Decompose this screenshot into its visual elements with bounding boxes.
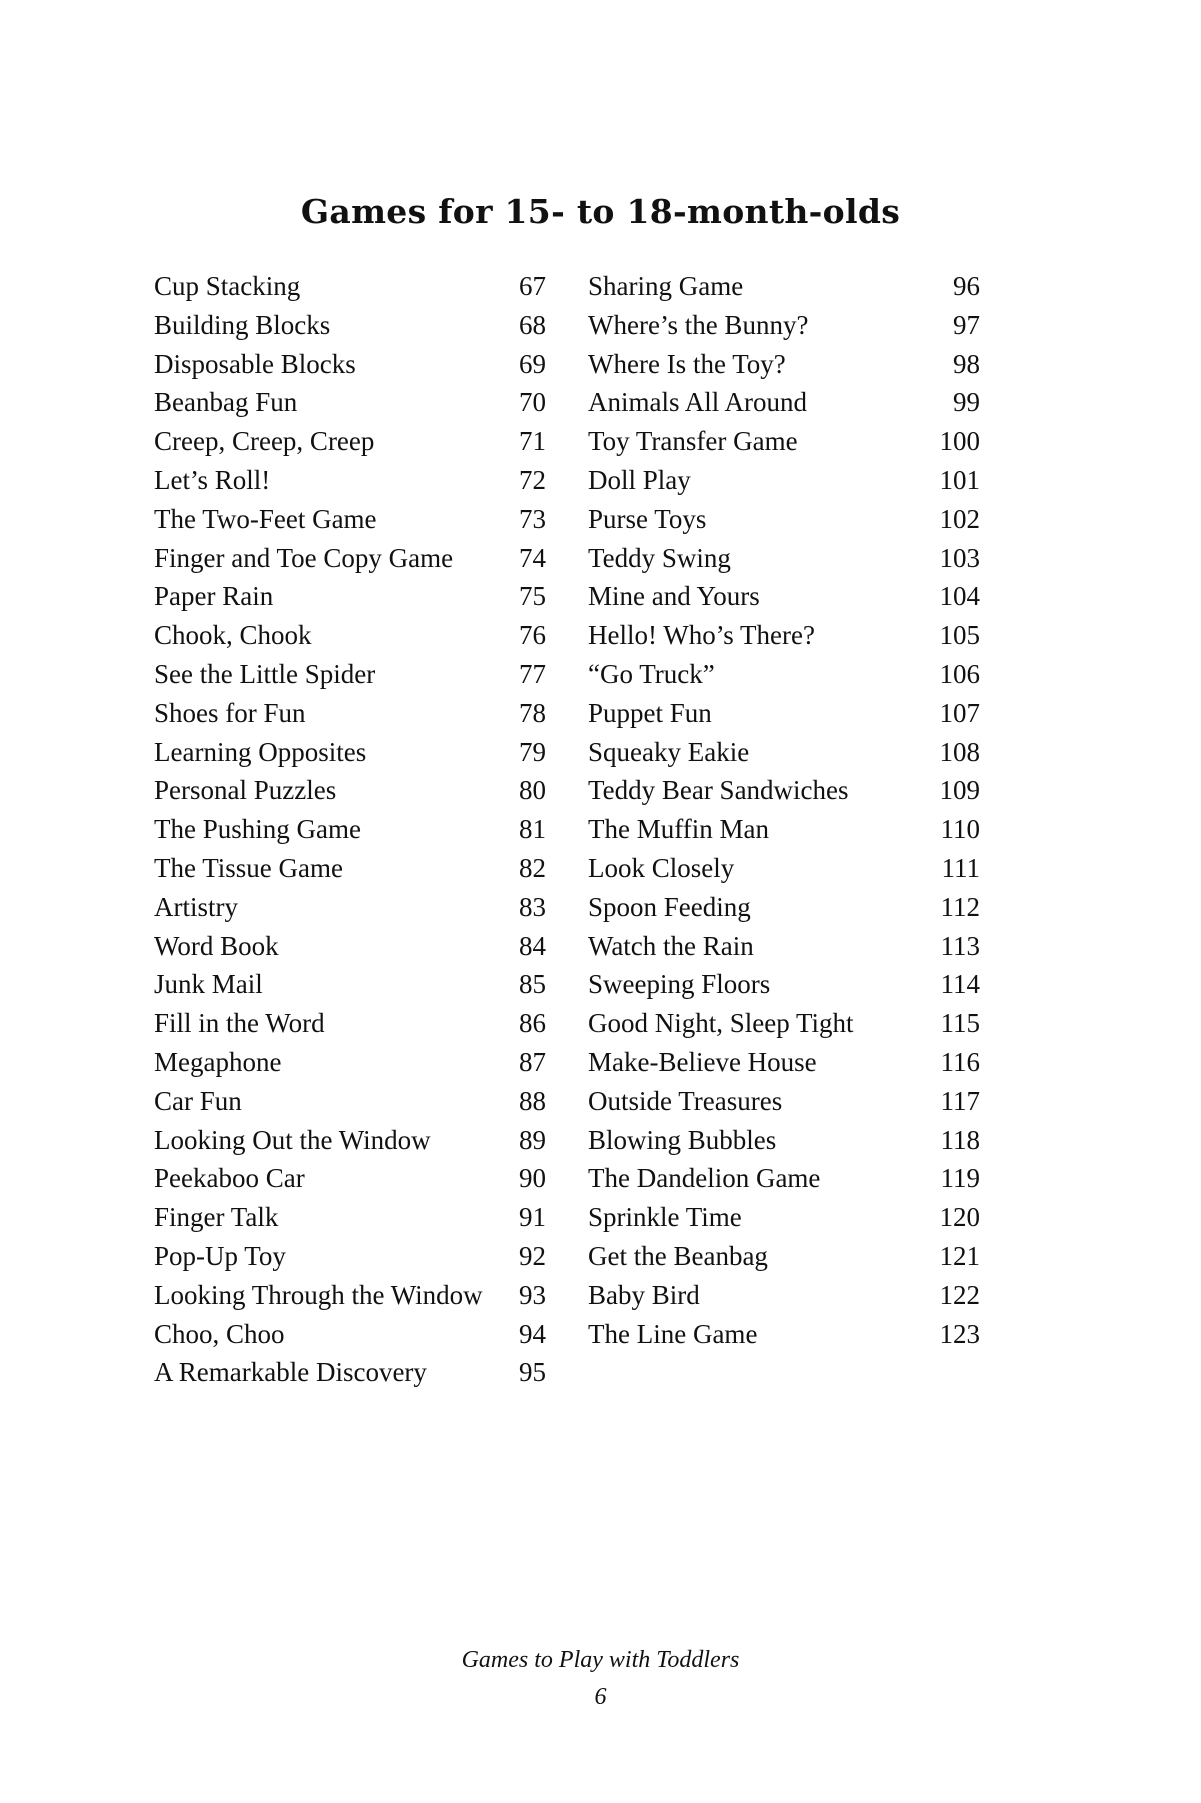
toc-entry-title: Word Book — [154, 930, 279, 961]
toc-entry-title: Car Fun — [154, 1085, 242, 1116]
toc-entry — [588, 616, 980, 655]
toc-entry-page: 111 — [941, 852, 980, 883]
toc-entry-page: 93 — [519, 1279, 546, 1310]
toc-entry — [154, 655, 546, 694]
toc-entry-page: 116 — [940, 1046, 980, 1077]
toc-entry-page: 82 — [519, 852, 546, 883]
toc-entry-title: Teddy Bear Sandwiches — [588, 775, 849, 806]
toc-entry-page: 102 — [939, 503, 980, 534]
toc-entry-page: 95 — [519, 1357, 546, 1388]
toc-entry-page: 108 — [939, 736, 980, 767]
toc-entry — [588, 306, 980, 345]
toc-entry — [588, 383, 980, 422]
toc-entry — [588, 500, 980, 539]
toc-entry-page: 120 — [939, 1202, 980, 1233]
toc-entry-title: The Dandelion Game — [588, 1163, 821, 1194]
toc-entry-title: Toy Transfer Game — [588, 426, 798, 457]
toc-entry — [154, 1121, 546, 1160]
toc-entry-page: 118 — [940, 1124, 980, 1155]
toc-entry-page: 71 — [519, 426, 546, 457]
toc-entry-page: 75 — [519, 581, 546, 612]
toc-entry-page: 104 — [939, 581, 980, 612]
toc-entry-title: Personal Puzzles — [154, 775, 337, 806]
toc-entry — [154, 849, 546, 888]
toc-entry — [154, 383, 546, 422]
toc-entry-page: 122 — [939, 1279, 980, 1310]
toc-entry-page: 69 — [519, 348, 546, 379]
toc-entry-page: 90 — [519, 1163, 546, 1194]
toc-entry-page: 117 — [940, 1085, 980, 1116]
toc-entry — [154, 267, 546, 306]
toc-entry-title: Chook, Chook — [154, 620, 312, 651]
toc-entry-title: Finger Talk — [154, 1202, 279, 1233]
toc-entry-page: 112 — [940, 891, 980, 922]
toc-entry — [588, 888, 980, 927]
toc-entry-page: 105 — [939, 620, 980, 651]
toc-entry-page: 68 — [519, 309, 546, 340]
toc-entry — [588, 345, 980, 384]
toc-entry-title: Paper Rain — [154, 581, 274, 612]
toc-entry — [154, 1276, 546, 1315]
toc-entry — [588, 810, 980, 849]
toc-entry-title: Looking Through the Window — [154, 1279, 483, 1310]
toc-entry — [588, 1315, 980, 1354]
footer-page-number: 6 — [594, 1684, 607, 1710]
toc-entry-page: 84 — [519, 930, 546, 961]
toc-entry-page: 67 — [519, 271, 546, 301]
toc-entry-page: 121 — [939, 1240, 980, 1271]
toc-entry-title: Sharing Game — [588, 271, 744, 301]
toc-entry — [588, 1198, 980, 1237]
toc-entry — [154, 771, 546, 810]
toc-entry — [588, 1237, 980, 1276]
toc-entry — [154, 1237, 546, 1276]
toc-entry — [154, 927, 546, 966]
toc-entry-page: 99 — [953, 387, 980, 418]
toc-entry-title: Cup Stacking — [154, 271, 301, 301]
toc-entry-title: The Muffin Man — [588, 814, 769, 845]
toc-entry-page: 80 — [519, 775, 546, 806]
toc-entry — [154, 1004, 546, 1043]
toc-entry-title: The Pushing Game — [154, 814, 361, 845]
toc-entry-page: 70 — [519, 387, 546, 418]
toc-entry — [154, 500, 546, 539]
toc-entry-title: Hello! Who’s There? — [588, 620, 815, 651]
toc-entry — [588, 694, 980, 733]
toc-entry — [154, 1159, 546, 1198]
toc-entry-page: 110 — [940, 814, 980, 845]
toc-right-column — [588, 267, 980, 1353]
toc-entry — [588, 577, 980, 616]
toc-entry — [154, 539, 546, 578]
toc-entry-page: 114 — [940, 969, 980, 1000]
toc-entry-title: Sweeping Floors — [588, 969, 771, 1000]
toc-entry-page: 81 — [519, 814, 546, 845]
toc-entry-page: 74 — [519, 542, 546, 573]
toc-entry-title: Looking Out the Window — [154, 1124, 431, 1155]
toc-entry — [588, 771, 980, 810]
toc-entry-page: 94 — [519, 1318, 546, 1349]
toc-entry — [154, 810, 546, 849]
toc-entry-title: Spoon Feeding — [588, 891, 751, 922]
toc-entry-title: Beanbag Fun — [154, 387, 298, 418]
toc-entry-page: 83 — [519, 891, 546, 922]
toc-entry-title: “Go Truck” — [588, 658, 715, 689]
toc-entry-page: 78 — [519, 697, 546, 728]
toc-entry-title: Peekaboo Car — [154, 1163, 305, 1194]
toc-entry-title: Teddy Swing — [588, 542, 731, 573]
toc-entry-title: The Line Game — [588, 1318, 758, 1349]
toc-entry-title: Pop-Up Toy — [154, 1240, 286, 1271]
toc-entry-title: Watch the Rain — [588, 930, 754, 961]
toc-entry-page: 98 — [953, 348, 980, 379]
toc-entry — [588, 1082, 980, 1121]
toc-entry-title: The Two-Feet Game — [154, 503, 377, 534]
toc-entry — [588, 1121, 980, 1160]
toc-entry — [154, 1082, 546, 1121]
toc-entry — [154, 965, 546, 1004]
toc-entry-title: Let’s Roll! — [154, 464, 271, 495]
toc-entry — [154, 888, 546, 927]
toc-entry-title: Sprinkle Time — [588, 1202, 742, 1233]
toc-entry-page: 91 — [519, 1202, 546, 1233]
toc-left-column — [154, 267, 546, 1392]
toc-entry-page: 86 — [519, 1008, 546, 1039]
toc-entry — [154, 461, 546, 500]
toc-entry-title: The Tissue Game — [154, 852, 343, 883]
toc-entry — [154, 733, 546, 772]
toc-entry-title: Finger and Toe Copy Game — [154, 542, 454, 573]
toc-entry-page: 76 — [519, 620, 546, 651]
toc-entry-title: Outside Treasures — [588, 1085, 783, 1116]
toc-entry-page: 88 — [519, 1085, 546, 1116]
toc-entry — [154, 616, 546, 655]
toc-entry-title: Baby Bird — [588, 1279, 700, 1310]
toc-entry-page: 113 — [940, 930, 980, 961]
toc-entry — [588, 733, 980, 772]
toc-entry-page: 96 — [953, 271, 980, 301]
toc-entry-page: 79 — [519, 736, 546, 767]
toc-entry-page: 85 — [519, 969, 546, 1000]
toc-entry — [154, 422, 546, 461]
toc-entry-page: 107 — [939, 697, 980, 728]
toc-entry-page: 89 — [519, 1124, 546, 1155]
toc-entry — [588, 965, 980, 1004]
toc-entry — [588, 1276, 980, 1315]
toc-entry — [154, 1353, 546, 1392]
footer-book-title: Games to Play with Toddlers — [461, 1647, 740, 1673]
toc-entry-title: Creep, Creep, Creep — [154, 426, 375, 457]
toc-entry-title: Animals All Around — [588, 387, 808, 418]
toc-entry-title: Doll Play — [588, 464, 691, 495]
toc-entry-page: 119 — [940, 1163, 980, 1194]
toc-entry — [588, 849, 980, 888]
toc-entry — [588, 461, 980, 500]
toc-entry-title: Disposable Blocks — [154, 348, 356, 379]
toc-entry-title: Junk Mail — [154, 969, 263, 1000]
toc-entry-title: A Remarkable Discovery — [154, 1357, 427, 1388]
toc-entry — [154, 345, 546, 384]
toc-entry-title: Good Night, Sleep Tight — [588, 1008, 854, 1039]
toc-entry-title: Mine and Yours — [588, 581, 760, 612]
toc-entry-title: Fill in the Word — [154, 1008, 325, 1039]
toc-entry-title: Puppet Fun — [588, 697, 712, 728]
toc-entry-page: 109 — [939, 775, 980, 806]
toc-entry-title: Building Blocks — [154, 309, 331, 340]
toc-entry — [588, 1043, 980, 1082]
toc-entry — [588, 1159, 980, 1198]
toc-entry — [588, 422, 980, 461]
toc-entry-title: Make-Believe House — [588, 1046, 817, 1077]
toc-entry-title: Megaphone — [154, 1046, 282, 1077]
toc-entry — [588, 927, 980, 966]
toc-entry — [154, 306, 546, 345]
toc-entry-title: Where’s the Bunny? — [588, 309, 809, 340]
toc-entry-page: 77 — [519, 658, 546, 689]
toc-entry-title: Learning Opposites — [154, 736, 367, 767]
toc-entry — [154, 1198, 546, 1237]
toc-entry-page: 97 — [953, 309, 980, 340]
toc-entry-title: Squeaky Eakie — [588, 736, 750, 767]
toc-entry-page: 87 — [519, 1046, 546, 1077]
toc-entry-title: Blowing Bubbles — [588, 1124, 777, 1155]
toc-entry-page: 101 — [939, 464, 980, 495]
toc-entry-page: 115 — [940, 1008, 980, 1039]
toc-entry-page: 106 — [939, 658, 980, 689]
toc-entry-title: Get the Beanbag — [588, 1240, 768, 1271]
toc-entry — [154, 1043, 546, 1082]
toc-entry-title: Artistry — [154, 891, 238, 922]
page-title: Games for 15- to 18-month-olds — [300, 192, 901, 231]
toc-entry-title: Look Closely — [588, 852, 735, 883]
toc-entry-page: 92 — [519, 1240, 546, 1271]
toc-entry — [588, 1004, 980, 1043]
toc-entry — [588, 539, 980, 578]
toc-entry — [154, 577, 546, 616]
toc-entry-page: 103 — [939, 542, 980, 573]
toc-entry — [588, 267, 980, 306]
toc-entry-page: 72 — [519, 464, 546, 495]
toc-entry-title: See the Little Spider — [154, 658, 376, 689]
toc-entry — [154, 694, 546, 733]
toc-entry-title: Choo, Choo — [154, 1318, 285, 1349]
toc-entry-page: 100 — [939, 426, 980, 457]
toc-entry-title: Shoes for Fun — [154, 697, 306, 728]
toc-entry — [154, 1315, 546, 1354]
toc-entry-page: 123 — [939, 1318, 980, 1349]
toc-entry — [588, 655, 980, 694]
toc-entry-title: Where Is the Toy? — [588, 348, 786, 379]
toc-entry-page: 73 — [519, 503, 546, 534]
toc-entry-title: Purse Toys — [588, 503, 707, 534]
